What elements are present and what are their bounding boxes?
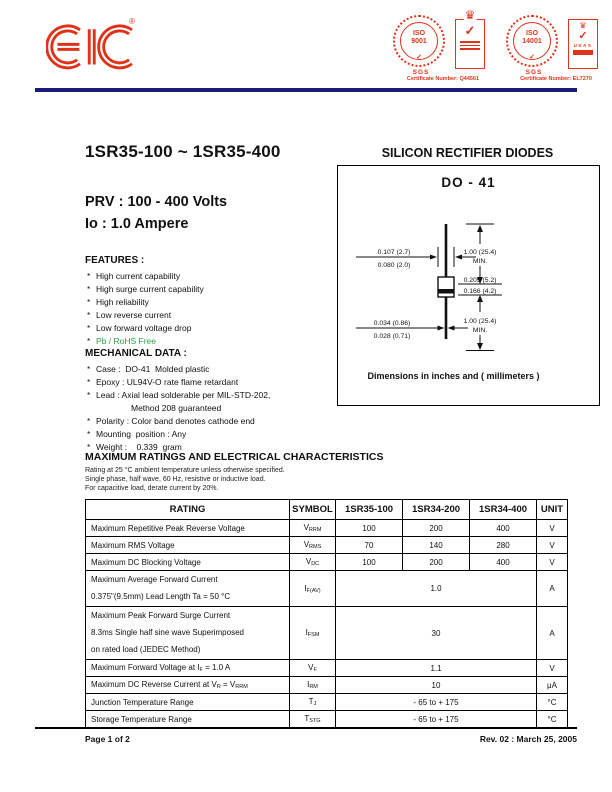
symbol-cell: $I_{F(AV)}$ [290, 571, 336, 607]
registered-trademark-icon: ® [129, 17, 135, 26]
value-cell: 140 [403, 537, 470, 554]
sgs-label: SGS [412, 69, 430, 76]
unit-cell: °C [537, 694, 568, 711]
check-icon: ✓ [416, 54, 422, 61]
product-category: SILICON RECTIFIER DIODES [381, 146, 554, 160]
rohs-feature: * Pb / RoHS Free [87, 336, 156, 346]
feature-item: * High current capability [87, 271, 181, 281]
value-cell: 10 [336, 677, 537, 694]
table-row [86, 694, 568, 711]
table-header-row [86, 500, 568, 520]
symbol-cell: $T_J$ [290, 694, 336, 711]
header-rating: RATING [86, 500, 290, 520]
revision-date: Rev. 02 : March 25, 2005 [479, 734, 577, 744]
mechanical-section [85, 348, 270, 454]
value-cell: 400 [470, 520, 537, 537]
ratings-section [85, 451, 383, 493]
eic-logo [46, 20, 134, 72]
feature-item: * Low forward voltage drop [87, 323, 192, 333]
dim-lead-len-top: 1.00 (25.4) [463, 249, 497, 256]
feature-item: * High surge current capability [87, 284, 204, 294]
header-unit: UNIT [537, 500, 568, 520]
iso-label: ISO [525, 30, 539, 37]
certificate-caption: Certificate Number: EL7270 [520, 76, 592, 82]
value-cell: - 65 to + 175 [336, 711, 537, 728]
rating-cell: Maximum Repetitive Peak Reverse Voltage [86, 520, 290, 537]
page-number: Page 1 of 2 [85, 734, 130, 744]
value-cell: 100 [336, 554, 403, 571]
iso-label: ISO [412, 30, 426, 37]
unit-cell: V [537, 520, 568, 537]
mechanical-item: * Weight : 0.339 gram [87, 442, 182, 452]
feature-item: * High reliability [87, 297, 149, 307]
certification-marks [391, 8, 611, 87]
table-row [86, 554, 568, 571]
value-cell: 200 [403, 554, 470, 571]
key-ratings [85, 191, 227, 235]
fine-print-bars [456, 41, 484, 50]
mechanical-item-continuation: Method 208 guaranteed [131, 403, 222, 413]
table-row [86, 607, 568, 660]
symbol-cell: $V_{DC}$ [290, 554, 336, 571]
rating-cell: Maximum Forward Voltage at $I_F = 1.0$ A [86, 660, 290, 677]
symbol-cell: $T_{STG}$ [290, 711, 336, 728]
value-cell: - 65 to + 175 [336, 694, 537, 711]
table-row [86, 537, 568, 554]
dim-body-dia-min: 0.080 (2.0) [377, 262, 411, 269]
dim-lead-len-bot: 1.00 (25.4) [463, 318, 497, 325]
mechanical-item: * Polarity : Color band denotes cathode end [87, 416, 255, 426]
table-row [86, 520, 568, 537]
dim-lead-dia-min: 0.028 (0.71) [373, 333, 411, 340]
mechanical-item: * Mounting position : Any [87, 429, 187, 439]
header-part3: 1SR34-400 [470, 500, 537, 520]
value-cell: 70 [336, 537, 403, 554]
iso-number: 9001 [411, 38, 427, 45]
unit-cell: V [537, 554, 568, 571]
rating-cell: Storage Temperature Range [86, 711, 290, 728]
value-cell: 400 [470, 554, 537, 571]
check-icon: ✓ [464, 23, 476, 38]
table-row [86, 711, 568, 728]
rating-cell: Maximum RMS Voltage [86, 537, 290, 554]
rating-cell: Maximum DC Reverse Current at $V_R = V_{RRM}$ [86, 677, 290, 694]
value-cell: 30 [336, 607, 537, 660]
package-outline-box [337, 165, 600, 406]
features-section [85, 255, 204, 348]
unit-cell: V [537, 660, 568, 677]
unit-cell: μA [537, 677, 568, 694]
check-icon: ✓ [578, 30, 588, 42]
rating-cell: Maximum Peak Forward Surge Current 8.3ms Single half sine wave Superimposed on rated load (JEDEC Method) [86, 607, 290, 660]
unit-cell: A [537, 571, 568, 607]
symbol-cell: $I_{FSM}$ [290, 607, 336, 660]
dimensions-note: Dimensions in inches and ( millimeters ) [367, 371, 540, 381]
dim-body-len-min: 0.166 (4.2) [463, 288, 497, 295]
package-name: DO - 41 [441, 175, 496, 190]
check-icon: ✓ [529, 54, 535, 61]
package-diagram [338, 204, 599, 369]
mechanical-heading: MECHANICAL DATA : [85, 348, 187, 359]
mechanical-item: * Case : DO-41 Molded plastic [87, 364, 210, 374]
rating-cell: Maximum DC Blocking Voltage [86, 554, 290, 571]
dim-lead-len-bot-min: MIN. [472, 327, 488, 334]
table-row [86, 571, 568, 607]
mechanical-item: * Epoxy : UL94V-O rate flame retardant [87, 377, 239, 387]
rating-cell: Junction Temperature Range [86, 694, 290, 711]
value-cell: 100 [336, 520, 403, 537]
rating-cell: Maximum Average Forward Current 0.375"(9.5mm) Lead Length Ta = 50 °C [86, 571, 290, 607]
dim-body-dia-max: 0.107 (2.7) [377, 249, 411, 256]
value-cell: 1.0 [336, 571, 537, 607]
certificate-caption: Certificate Number: Q44561 [406, 76, 480, 82]
value-cell: 1.1 [336, 660, 537, 677]
footer-rule [35, 727, 577, 729]
dim-lead-dia-max: 0.034 (0.86) [373, 320, 411, 327]
value-cell: 200 [403, 520, 470, 537]
part-number-title: 1SR35-100 ~ 1SR35-400 [85, 142, 281, 161]
crown-icon: ♛ [464, 8, 476, 22]
io-rating: Io : 1.0 Ampere [85, 216, 189, 232]
symbol-cell: $V_{RMS}$ [290, 537, 336, 554]
header-part1: 1SR35-100 [336, 500, 403, 520]
symbol-cell: $V_F$ [290, 660, 336, 677]
header-symbol: SYMBOL [290, 500, 336, 520]
table-row [86, 677, 568, 694]
unit-cell: A [537, 607, 568, 660]
iso-number: 14001 [522, 38, 542, 45]
unit-cell: °C [537, 711, 568, 728]
dim-body-len-max: 0.205 (5.2) [463, 277, 497, 284]
table-row [86, 660, 568, 677]
cert-iso14001 [504, 13, 608, 85]
ukas-banner [573, 50, 593, 55]
cert-iso9001 [391, 8, 495, 85]
ratings-table [85, 499, 568, 728]
header-rule [35, 88, 577, 92]
features-heading: FEATURES : [85, 255, 145, 266]
unit-cell: V [537, 537, 568, 554]
ukas-label: UKAS [573, 43, 593, 48]
prv-rating: PRV : 100 - 400 Volts [85, 194, 228, 210]
ratings-heading: MAXIMUM RATINGS AND ELECTRICAL CHARACTERISTICS [85, 451, 384, 463]
crown-icon: ♛ [579, 21, 587, 30]
ratings-note: Single phase, half wave, 60 Hz, resistive or inductive load. [85, 476, 266, 483]
iso14001-seal [506, 15, 558, 76]
mechanical-item: * Lead : Axial lead solderable per MIL-STD-202, [87, 390, 271, 400]
sgs-label: SGS [525, 69, 543, 76]
symbol-cell: $V_{RRM}$ [290, 520, 336, 537]
ratings-note: Rating at 25 °C ambient temperature unless otherwise specified. [85, 467, 285, 474]
value-cell: 280 [470, 537, 537, 554]
accreditation-panel [455, 8, 485, 69]
iso9001-seal [393, 15, 445, 76]
feature-item: * Low reverse current [87, 310, 172, 320]
accreditation-panel [568, 19, 598, 69]
dim-lead-len-top-min: MIN. [472, 258, 488, 265]
symbol-cell: $I_{RM}$ [290, 677, 336, 694]
header-part2: 1SR34-200 [403, 500, 470, 520]
ratings-note: For capacitive load, derate current by 20%. [85, 485, 219, 492]
